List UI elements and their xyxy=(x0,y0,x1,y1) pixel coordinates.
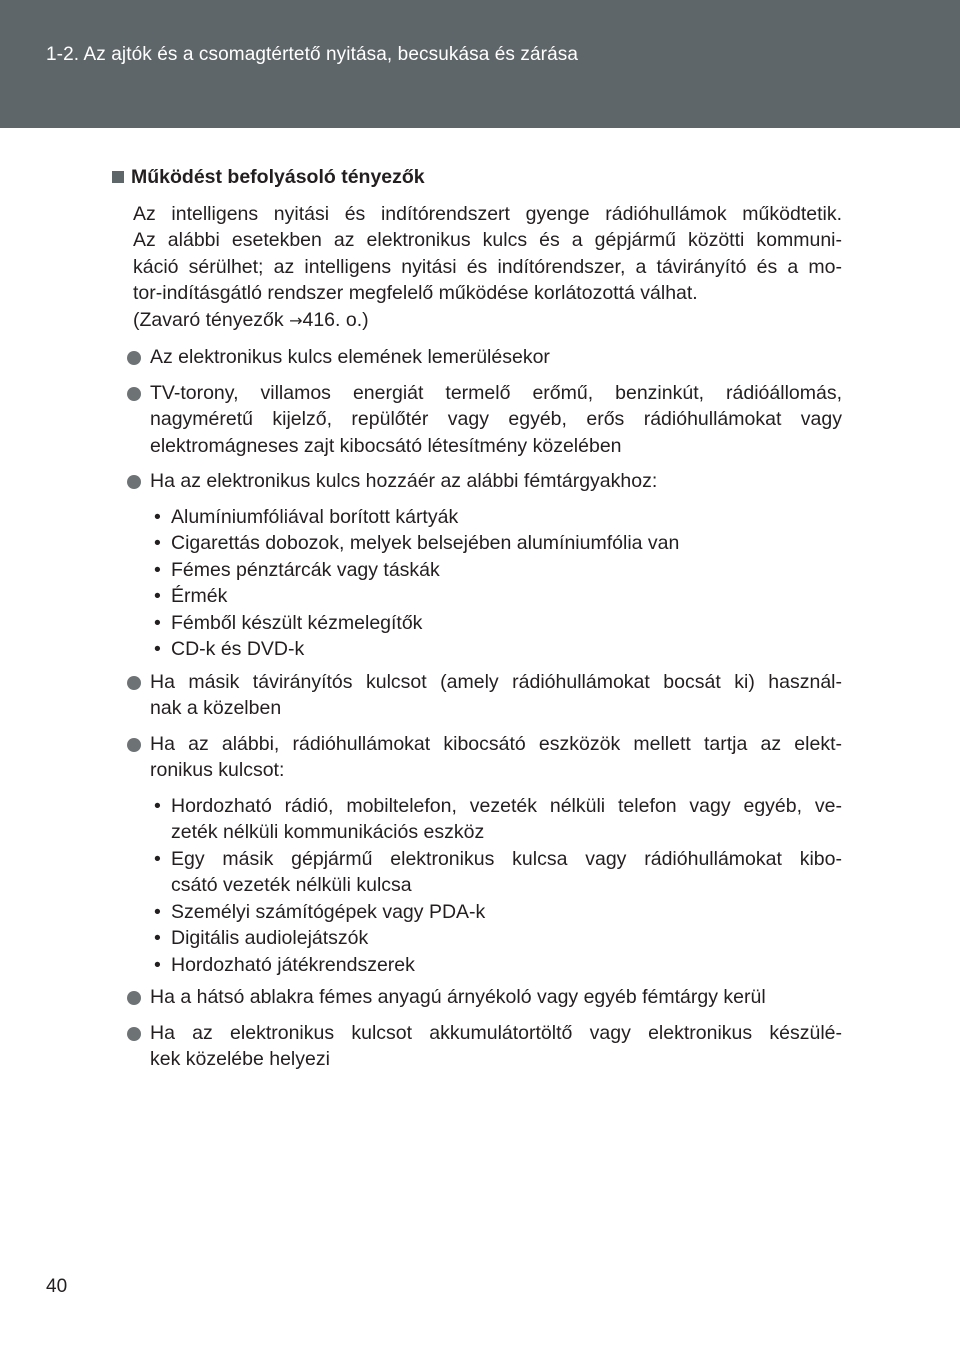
sub-list xyxy=(112,793,842,979)
intro-line: Az alábbi esetekben az elektronikus kulcs és a gépjármű közötti kommuni- xyxy=(133,229,842,251)
square-icon xyxy=(112,171,124,183)
circle-bullet-icon xyxy=(127,1027,141,1041)
list-item-line: nagyméretű kijelző, repülőtér vagy egyéb, erős rádióhullámokat vagy xyxy=(150,408,842,430)
sub-list-item-line: zeték nélküli kommunikációs eszköz xyxy=(171,821,485,843)
circle-bullet-icon xyxy=(127,991,141,1005)
list-item-line: nak a közelben xyxy=(150,697,282,719)
page-reference xyxy=(133,307,842,335)
bullet-icon: • xyxy=(154,927,161,949)
sub-list-item xyxy=(150,610,842,637)
list-item xyxy=(112,984,842,1011)
sub-list-item xyxy=(150,952,842,979)
sub-list-item-line: Digitális audiolejátszók xyxy=(171,927,369,949)
list-item xyxy=(112,731,842,784)
main-content xyxy=(112,164,842,1082)
list-item-line: Ha az elektronikus kulcs hozzáér az alábbi fémtárgyakhoz: xyxy=(150,470,658,492)
section-heading xyxy=(112,164,842,191)
bullet-icon: • xyxy=(154,638,161,660)
bullet-icon: • xyxy=(154,558,161,581)
list-item-text xyxy=(150,468,842,495)
page-header xyxy=(0,0,960,128)
list-item xyxy=(112,468,842,495)
bullet-icon: • xyxy=(154,585,161,607)
list-item-text xyxy=(150,1020,842,1073)
list-item-line: Az elektronikus kulcs elemének lemerülésekor xyxy=(150,346,550,368)
page-number: 40 xyxy=(46,1276,68,1297)
sub-list-item xyxy=(150,793,842,846)
bullet-icon: • xyxy=(154,532,161,554)
bullet-icon: • xyxy=(154,794,161,817)
sub-list-item xyxy=(150,899,842,926)
sub-list-item-line: Hordozható rádió, mobiltelefon, vezeték nélküli telefon vagy egyéb, ve- xyxy=(171,794,842,817)
sub-list-item-line: Fémes pénztárcák vagy táskák xyxy=(171,558,440,581)
reference-prefix: (Zavaró tényezők xyxy=(133,308,290,331)
list-item-line: ronikus kulcsot: xyxy=(150,759,285,781)
list-item-text xyxy=(150,380,842,460)
intro-paragraph xyxy=(133,201,842,335)
bullet-icon: • xyxy=(154,505,161,528)
circle-bullet-icon xyxy=(127,351,141,365)
list-item-text xyxy=(150,669,842,722)
reference-suffix: 416. o.) xyxy=(302,308,369,331)
list-item xyxy=(112,1020,842,1073)
sub-list-item-line: csátó vezeték nélküli kulcsa xyxy=(171,874,412,896)
bullet-icon: • xyxy=(154,847,161,870)
sub-list-item xyxy=(150,846,842,899)
sub-list-item-line: Alumíniumfóliával borított kártyák xyxy=(171,505,459,528)
intro-line: káció sérülhet; az intelligens nyitási és indítórendszer, a távirányító és a mo- xyxy=(133,255,842,278)
list-item-line: TV-torony, villamos energiát termelő erőmű, benzinkút, rádióállomás, xyxy=(150,381,842,404)
list-item xyxy=(112,669,842,722)
list-item xyxy=(112,344,842,371)
list-item-line: elektromágneses zajt kibocsátó létesítmény közelében xyxy=(150,434,622,457)
sub-list-item xyxy=(150,504,842,531)
sub-list-item-line: Egy másik gépjármű elektronikus kulcsa vagy rádióhullámokat kibo- xyxy=(171,847,842,870)
sub-list-item-line: Személyi számítógépek vagy PDA-k xyxy=(171,900,486,923)
list-item-line: kek közelébe helyezi xyxy=(150,1048,330,1070)
sub-list-item-line: Cigarettás dobozok, melyek belsejében alumíniumfólia van xyxy=(171,532,680,554)
bullet-icon: • xyxy=(154,611,161,634)
circle-bullet-icon xyxy=(127,738,141,752)
bullet-icon: • xyxy=(154,900,161,923)
list-item-line: Ha a hátsó ablakra fémes anyagú árnyékoló vagy egyéb fémtárgy kerül xyxy=(150,986,766,1008)
factor-list xyxy=(112,344,842,1073)
sub-list-item-line: Fémből készült kézmelegítők xyxy=(171,611,423,634)
sub-list-item-line: CD-k és DVD-k xyxy=(171,638,305,660)
circle-bullet-icon xyxy=(127,676,141,690)
list-item-text xyxy=(150,344,842,371)
bullet-icon: • xyxy=(154,953,161,976)
chapter-title: 1-2. Az ajtók és a csomagtértető nyitása, becsukása és zárása xyxy=(46,44,579,65)
sub-list-item xyxy=(150,583,842,610)
list-item-text xyxy=(150,984,842,1011)
section-heading-text: Működést befolyásoló tényezők xyxy=(131,166,425,188)
sub-list-item xyxy=(150,925,842,952)
sub-list xyxy=(112,504,842,663)
list-item-line: Ha másik távirányítós kulcsot (amely rádióhullámokat bocsát ki) használ- xyxy=(150,670,842,693)
arrow-right-icon: → xyxy=(289,310,303,330)
sub-list-item xyxy=(150,530,842,557)
list-item-text xyxy=(150,731,842,784)
circle-bullet-icon xyxy=(127,387,141,401)
list-item-line: Ha az elektronikus kulcsot akkumulátortöltő vagy elektronikus készülé- xyxy=(150,1021,842,1044)
sub-list-item xyxy=(150,557,842,584)
circle-bullet-icon xyxy=(127,475,141,489)
intro-line: tor-indításgátló rendszer megfelelő működése korlátozottá válhat. xyxy=(133,282,698,304)
list-item xyxy=(112,380,842,460)
sub-list-item-line: Érmék xyxy=(171,585,228,607)
intro-line: Az intelligens nyitási és indítórendszert gyenge rádióhullámok működtetik. xyxy=(133,202,842,225)
list-item-line: Ha az alábbi, rádióhullámokat kibocsátó eszközök mellett tartja az elekt- xyxy=(150,732,842,755)
sub-list-item xyxy=(150,636,842,663)
sub-list-item-line: Hordozható játékrendszerek xyxy=(171,953,415,976)
